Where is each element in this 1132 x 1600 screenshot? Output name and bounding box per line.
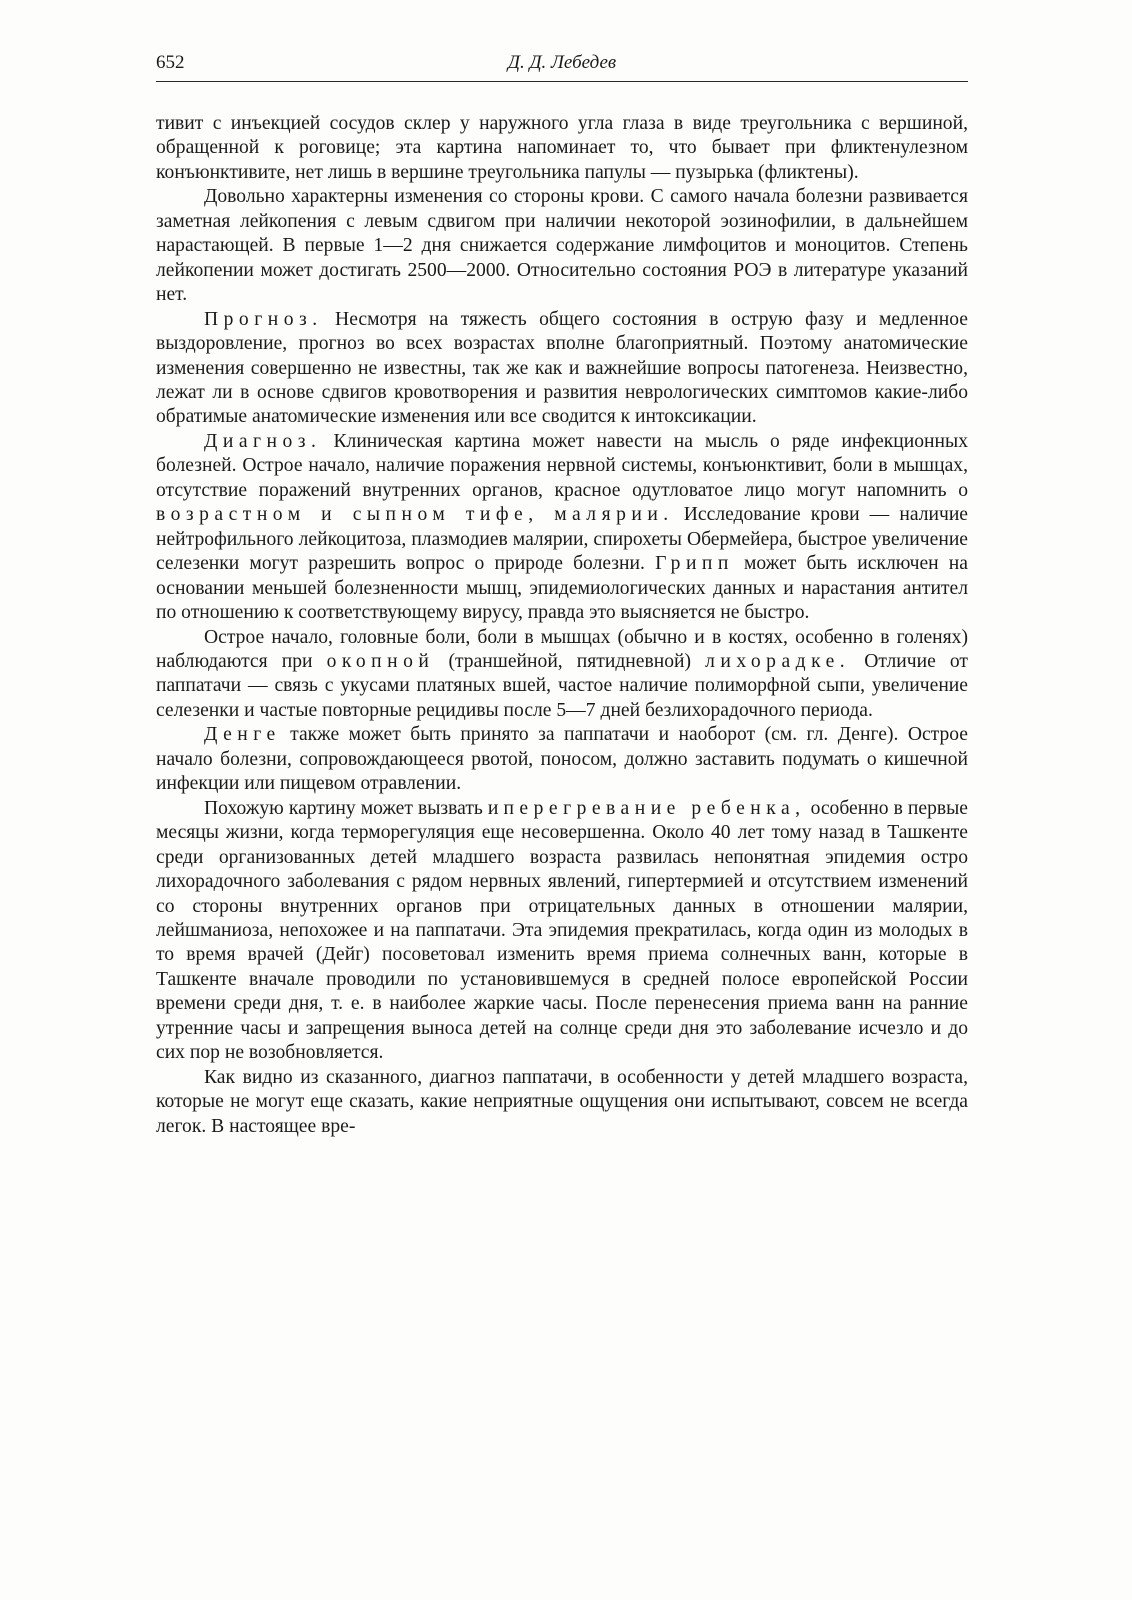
paragraph-prognosis [156, 308, 968, 430]
paragraph-text: (траншейной, пятидневной) [434, 650, 706, 672]
page-body [156, 112, 968, 1139]
paragraph-text: Острое начало, головные боли, боли в мышцах (обычно и в костях, особенно в голенях) наблюдаются при [156, 626, 968, 672]
spaced-term: Грипп [655, 553, 734, 575]
spaced-term: возрастном и сыпном тифе, малярии. [156, 504, 674, 526]
section-heading-diagnosis: Диагноз. [204, 430, 322, 452]
paragraph-text: особенно в первые месяцы жизни, когда терморегуляция еще несовершенна. Около 40 лет тому назад в Ташкенте среди организованных детей младшего возраста развилась непонятная эпидемия остро лихорадочного заболевания с рядом нервных явлений, гипертермией и отсутствием изменений со стороны внутренних органов при отрицательных данных в отношении малярии, лейшманиоза, непохожее и на паппатачи. Эта эпидемия прекратилась, когда один из молодых в то время врачей (Дейг) посоветовал изменить время приема солнечных ванн, которые в Ташкенте вначале проводили по установившемуся в средней полосе европейской России времени среди дня, т. е. в наиболее жаркие часы. После перенесения приема ванн на ранние утренние часы и запрещения выноса детей на солнце среди дня это заболевание исчезло и до сих пор не возобновляется. [156, 797, 968, 1064]
paragraph-text: Отличие от паппатачи — связь с укусами платяных вшей, частое наличие полиморфной сыпи, увеличение селезенки и частые повторные рецидивы после 5—7 дней безлихорадочного периода. [156, 650, 968, 721]
header-rule [156, 81, 968, 82]
paragraph-1: тивит с инъекцией сосудов склер у наружного угла глаза в виде треугольника с вершиной, обращенной к роговице; эта картина напоминает то, что бывает при фликтенулезном конъюнктивите, нет лишь в вершине треугольника папулы — пузырька (фликтены). [156, 113, 968, 183]
paragraph-text: также может быть принято за паппатачи и наоборот (см. гл. Денге). Острое начало болезни, сопровождающееся рвотой, поносом, должно заставить подумать о кишечной инфекции или пищевом отравлении. [156, 724, 968, 795]
paragraph-conclusion: Как видно из сказанного, диагноз паппатачи, в особенности у детей младшего возраста, которые не могут еще сказать, какие неприятные ощущения они испытывают, совсем не всегда легок. В настоящее вре- [156, 1066, 968, 1137]
running-head: Д. Д. Лебедев [507, 52, 617, 73]
paragraph-text: Клиническая картина может навести на мысль о ряде инфекционных болезней. Острое начало, наличие поражения нервной системы, конъюнктивит, боли в мышцах, отсутствие поражений внутренних органов, красное одутловатое лицо могут напомнить о [156, 430, 968, 501]
paragraph-2: Довольно характерны изменения со стороны крови. С самого начала болезни развивается заметная лейкопения с левым сдвигом при наличии некоторой эозинофилии, в дальнейшем нарастающей. В первые 1—2 дня снижается содержание лимфоцитов и моноцитов. Степень лейкопении может достигать 2500—2000. Относительно состояния РОЭ в литературе указаний нет. [156, 186, 968, 306]
paragraph-trench-fever [156, 626, 968, 724]
paragraph-text: может быть исключен на основании меньшей болезненности мышц, эпидемиологических данных и нарастания антител по отношению к соответствующему вирусу, правда это выясняется не быстро. [156, 553, 968, 624]
spaced-term: окопной [326, 650, 435, 672]
paragraph-overheating [156, 797, 968, 1066]
section-heading-prognosis: Прогноз. [204, 308, 323, 330]
paragraph-text: Исследование крови — наличие нейтрофильного лейкоцитоза, плазмодиев малярии, спирохеты Обермейера, быстрое увеличение селезенки могут разрешить вопрос о природе болезни. [156, 504, 968, 575]
page-header [156, 52, 968, 78]
spaced-term: Денге [204, 724, 281, 746]
page-number: 652 [156, 52, 185, 73]
spaced-term: лихорадке. [705, 650, 851, 672]
paragraph-text: Похожую картину может вызвать и [204, 797, 504, 819]
paragraph-diagnosis [156, 430, 968, 626]
spaced-term: перегревание ребенка, [503, 797, 806, 819]
paragraph-dengue [156, 723, 968, 796]
paragraph-text: Несмотря на тяжесть общего состояния в острую фазу и медленное выздоровление, прогноз во всех возрастах вполне благоприятный. Поэтому анатомические изменения совершенно не известны, так же как и важнейшие вопросы патогенеза. Неизвестно, лежат ли в основе сдвигов кровотворения и развития неврологических симптомов какие-либо обратимые анатомические изменения или все сводится к интоксикации. [156, 308, 968, 428]
